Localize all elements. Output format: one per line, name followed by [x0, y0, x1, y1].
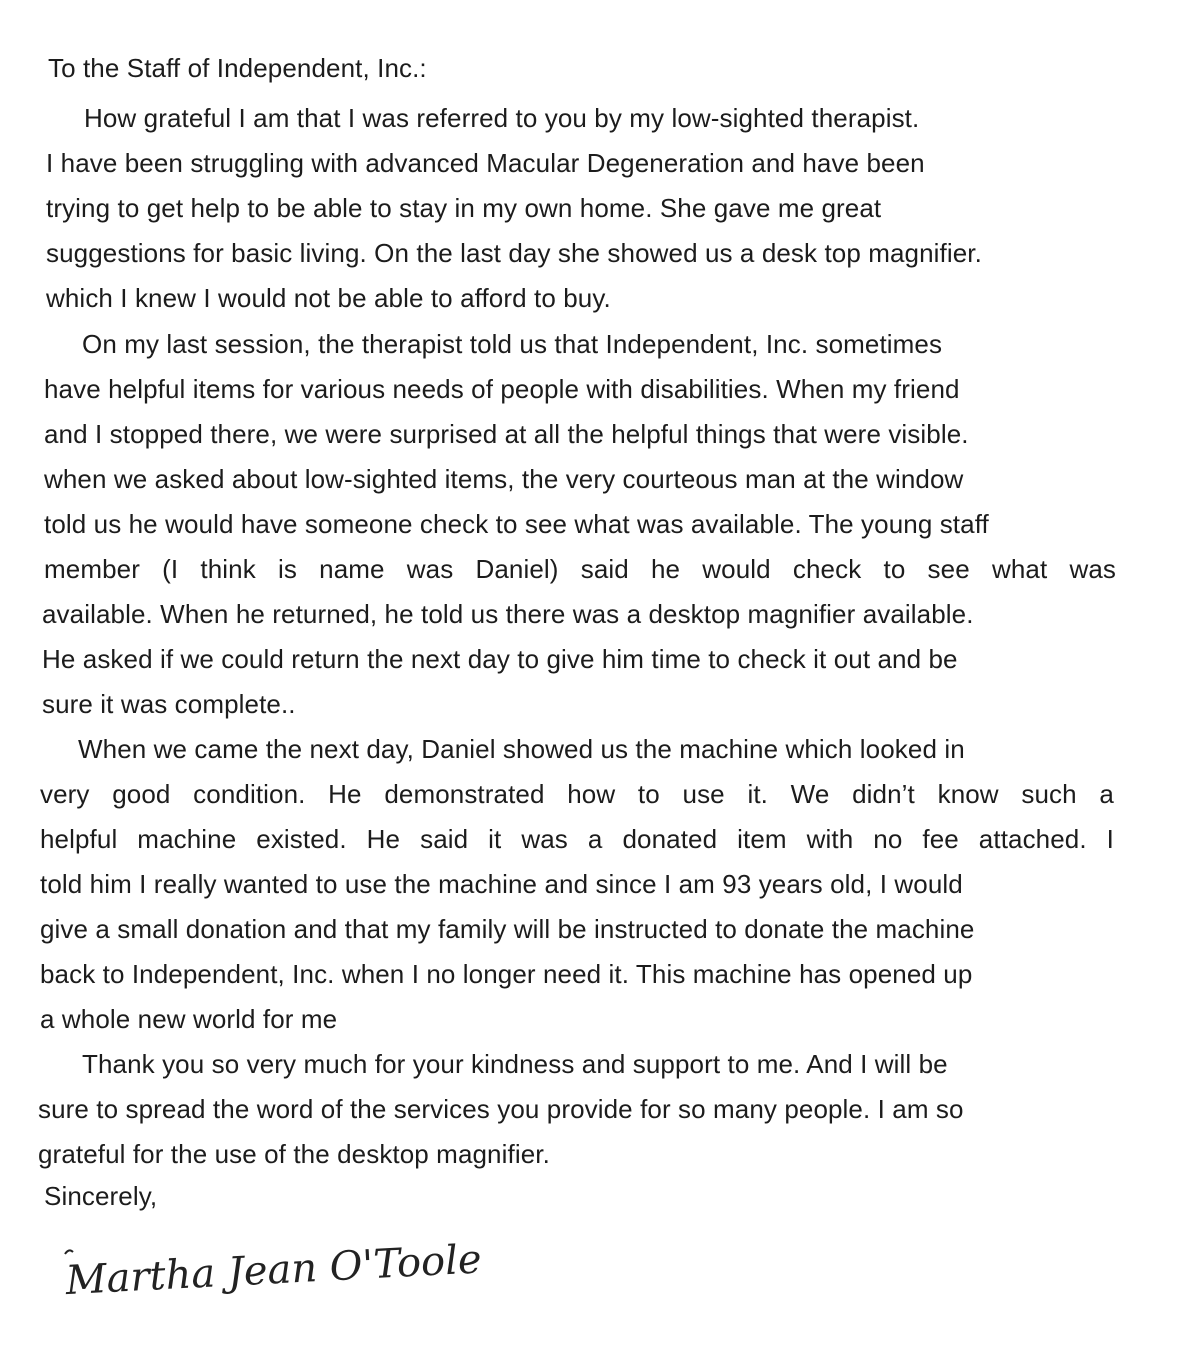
letter-line: On my last session, the therapist told us that Independent, Inc. sometimes	[82, 329, 943, 359]
letter-line: Thank you so very much for your kindness and support to me. And I will be	[82, 1049, 948, 1079]
letter-line: have helpful items for various needs of people with disabilities. When my friend	[44, 374, 960, 404]
letter-line: I have been struggling with advanced Macular Degeneration and have been	[46, 148, 925, 178]
svg-text:Martha Jean O'Toole: Martha Jean O'Toole	[64, 1236, 480, 1305]
letter-line: sure to spread the word of the services you provide for so many people. I am so	[38, 1094, 964, 1124]
letter-line: suggestions for basic living. On the last day she showed us a desk top magnifier.	[46, 238, 982, 268]
letter-line: told him I really wanted to use the machine and since I am 93 years old, I would	[40, 869, 963, 899]
letter-line: told us he would have someone check to see what was available. The young staff	[44, 509, 989, 539]
letter-line: and I stopped there, we were surprised at all the helpful things that were visible.	[44, 419, 969, 449]
letter-line: member (I think is name was Daniel) said he would check to see what was	[44, 554, 1116, 584]
letter-line: How grateful I am that I was referred to you by my low-sighted therapist.	[84, 103, 920, 133]
letter-line: back to Independent, Inc. when I no longer need it. This machine has opened up	[40, 959, 973, 989]
letter-line: trying to get help to be able to stay in my own home. She gave me great	[46, 193, 882, 223]
letter-line: which I knew I would not be able to afford to buy.	[46, 283, 611, 313]
letter-line: when we asked about low-sighted items, the very courteous man at the window	[44, 464, 964, 494]
letter-line: When we came the next day, Daniel showed us the machine which looked in	[78, 734, 965, 764]
letter-line: a whole new world for me	[40, 1004, 338, 1034]
letter-line: give a small donation and that my family will be instructed to donate the machine	[40, 914, 975, 944]
letter-line: helpful machine existed. He said it was a donated item with no fee attached. I	[40, 824, 1114, 854]
closing: Sincerely,	[44, 1181, 158, 1211]
letter-line: grateful for the use of the desktop magnifier.	[38, 1139, 550, 1169]
letter-line: very good condition. He demonstrated how to use it. We didn’t know such a	[40, 779, 1114, 809]
letter-line: sure it was complete..	[42, 689, 296, 719]
salutation: To the Staff of Independent, Inc.:	[48, 53, 427, 83]
signature	[60, 1232, 480, 1322]
letter-line: He asked if we could return the next day to give him time to check it out and be	[42, 644, 958, 674]
letter-line: available. When he returned, he told us there was a desktop magnifier available.	[42, 599, 974, 629]
